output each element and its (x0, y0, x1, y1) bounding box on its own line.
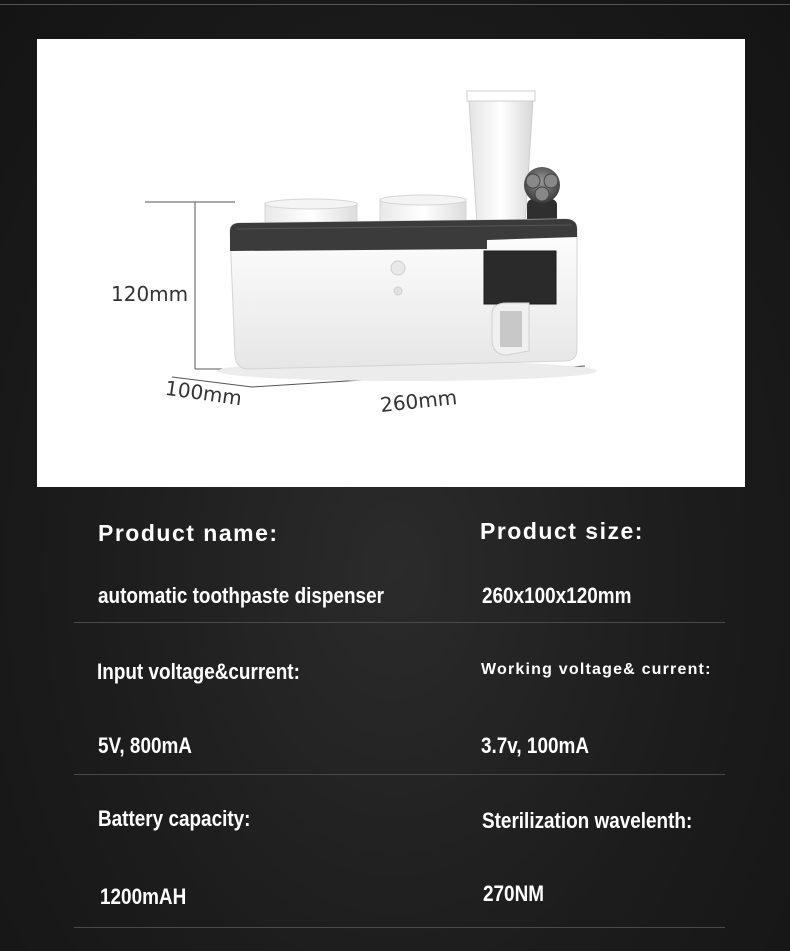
product-size-value: 260x100x120mm (482, 583, 632, 608)
dispenser-illustration (37, 39, 745, 487)
battery-capacity-value: 1200mAH (100, 884, 187, 909)
toothpaste-tube (467, 91, 535, 224)
top-rule (0, 4, 790, 5)
row-divider-3 (74, 927, 725, 928)
sterilization-wavelength-heading: Sterilization wavelenth: (482, 808, 693, 833)
input-voltage-value: 5V, 800mA (98, 733, 192, 758)
working-voltage-value: 3.7v, 100mA (481, 733, 589, 758)
product-size-heading: Product size: (480, 518, 644, 544)
product-name-value: automatic toothpaste dispenser (98, 583, 384, 608)
battery-capacity-heading: Battery capacity: (98, 806, 251, 831)
input-voltage-heading: Input voltage&current: (97, 659, 300, 684)
product-photo-panel (37, 39, 745, 487)
depth-dimension-label: 100mm (163, 375, 244, 411)
dispenser-body (230, 219, 577, 369)
row-divider-2 (74, 774, 725, 775)
sterilization-wavelength-value: 270NM (483, 881, 544, 906)
width-dimension-label: 260mm (378, 385, 459, 417)
row-divider-1 (74, 622, 725, 623)
product-name-heading: Product name: (98, 520, 279, 546)
working-voltage-heading: Working voltage& current: (481, 661, 712, 678)
height-dimension-label: 120mm (111, 282, 189, 306)
